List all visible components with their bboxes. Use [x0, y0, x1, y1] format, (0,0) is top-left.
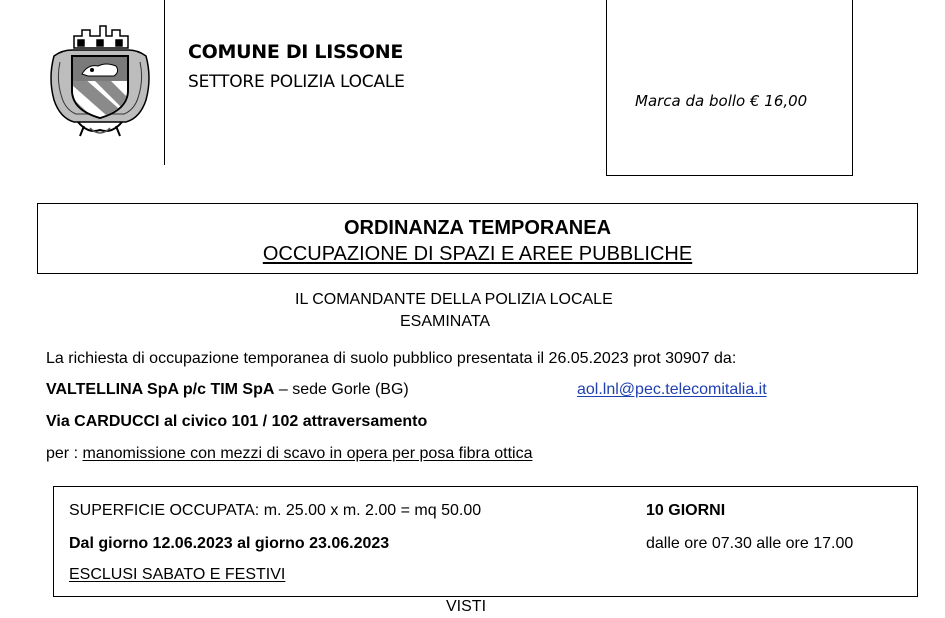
settore-name: SETTORE POLIZIA LOCALE: [188, 72, 405, 92]
work-address: Via CARDUCCI al civico 101 / 102 attraversamento: [46, 413, 428, 430]
revenue-stamp-label: Marca da bollo € 16,00: [635, 92, 808, 110]
purpose-prefix: per :: [46, 445, 83, 462]
occupied-surface: SUPERFICIE OCCUPATA: m. 25.00 x m. 2.00 = mq 50.00: [69, 502, 482, 519]
esaminata-heading: ESAMINATA: [400, 313, 491, 330]
header-divider: [164, 0, 165, 165]
occupation-duration: 10 GIORNI: [646, 502, 726, 519]
occupation-period: Dal giorno 12.06.2023 al giorno 23.06.2023: [69, 535, 390, 552]
comune-name: COMUNE DI LISSONE: [188, 41, 404, 63]
purpose-line: [46, 445, 532, 463]
request-intro: La richiesta di occupazione temporanea di suolo pubblico presentata il 26.05.2023 prot 30907 da:: [46, 350, 737, 367]
comandante-heading: IL COMANDANTE DELLA POLIZIA LOCALE: [295, 291, 613, 308]
purpose-text: manomissione con mezzi di scavo in opera per posa fibra ottica: [82, 445, 533, 462]
applicant-company: VALTELLINA SpA p/c TIM SpA: [46, 381, 275, 398]
revenue-stamp-box: [606, 0, 853, 176]
applicant-line: [46, 381, 409, 399]
applicant-email-link[interactable]: aol.lnl@pec.telecomitalia.it: [577, 381, 767, 398]
occupation-exclusions: ESCLUSI SABATO E FESTIVI: [69, 566, 286, 583]
ordinance-subtitle-wrap: [38, 243, 917, 266]
ordinance-title: ORDINANZA TEMPORANEA: [343, 217, 612, 239]
ordinance-subtitle: OCCUPAZIONE DI SPAZI E AREE PUBBLICHE: [262, 243, 693, 265]
occupation-hours: dalle ore 07.30 alle ore 17.00: [646, 535, 854, 552]
ordinance-title-box: [37, 203, 918, 274]
visti-heading: VISTI: [446, 598, 487, 615]
applicant-seat: – sede Gorle (BG): [274, 381, 409, 398]
comune-crest-logo: [44, 18, 156, 140]
